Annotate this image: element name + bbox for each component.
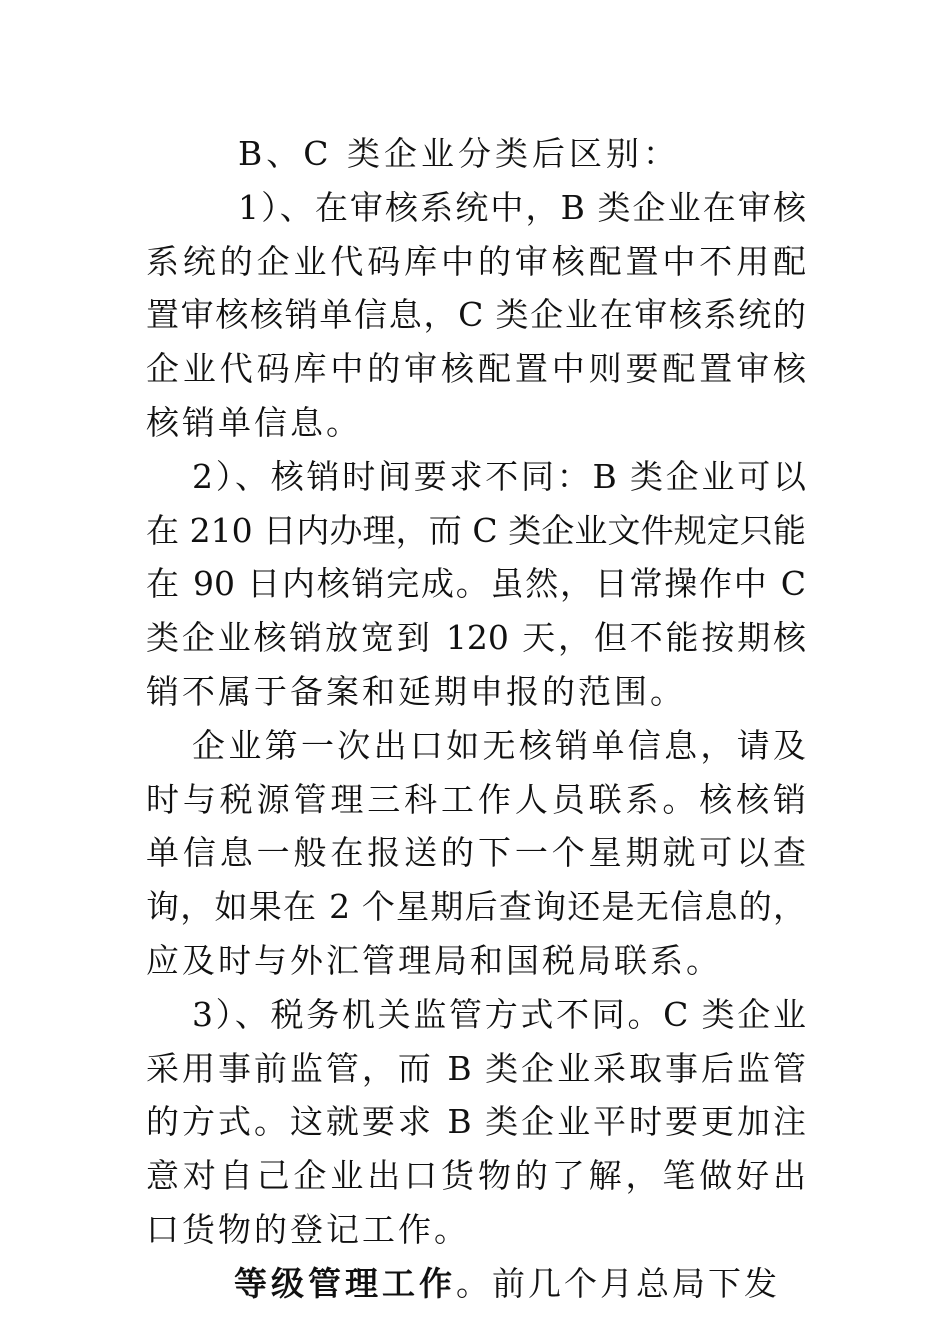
text-line: 的方式。这就要求 B 类企业平时要更加注 [146, 1102, 806, 1142]
text-fragment: 。前几个月总局下发 [456, 1263, 780, 1303]
text-line: 在 90 日内核销完成。虽然，日常操作中 C [146, 564, 806, 604]
text-line: 企业代码库中的审核配置中则要配置审核 [146, 349, 806, 389]
text-line [146, 1257, 806, 1311]
text-line: 1）、在审核系统中，B 类企业在审核 [238, 187, 806, 227]
text-line: 口货物的登记工作。 [146, 1209, 470, 1249]
text-line: 意对自己企业出口货物的了解，笔做好出 [146, 1156, 806, 1196]
text-line: 时与税源管理三科工作人员联系。核核销 [146, 779, 806, 819]
section-heading: B、C 类企业分类后区别： [238, 134, 680, 173]
text-line: 企业第一次出口如无核销单信息，请及 [192, 725, 806, 765]
text-line: 销不属于备案和延期申报的范围。 [146, 671, 686, 711]
bold-lead-phrase: 等级管理工作 [234, 1263, 456, 1303]
text-line: 采用事前监管，而 B 类企业采取事后监管 [146, 1048, 806, 1088]
text-line: 2）、核销时间要求不同：B 类企业可以 [192, 456, 806, 496]
text-line: 询，如果在 2 个星期后查询还是无信息的， [146, 887, 806, 927]
text-line: 类企业核销放宽到 120 天，但不能按期核 [146, 618, 806, 658]
text-line: 置审核核销单信息，C 类企业在审核系统的 [146, 295, 806, 335]
text-line: 单信息一般在报送的下一个星期就可以查 [146, 833, 806, 873]
text-line: 3）、税务机关监管方式不同。C 类企业 [192, 994, 806, 1034]
body-text [146, 127, 806, 1311]
text-line: 核销单信息。 [146, 402, 362, 442]
text-line: 系统的企业代码库中的审核配置中不用配 [146, 241, 806, 281]
text-line: 应及时与外汇管理局和国税局联系。 [146, 940, 722, 980]
text-line: 在 210 日内办理，而 C 类企业文件规定只能 [146, 510, 806, 550]
